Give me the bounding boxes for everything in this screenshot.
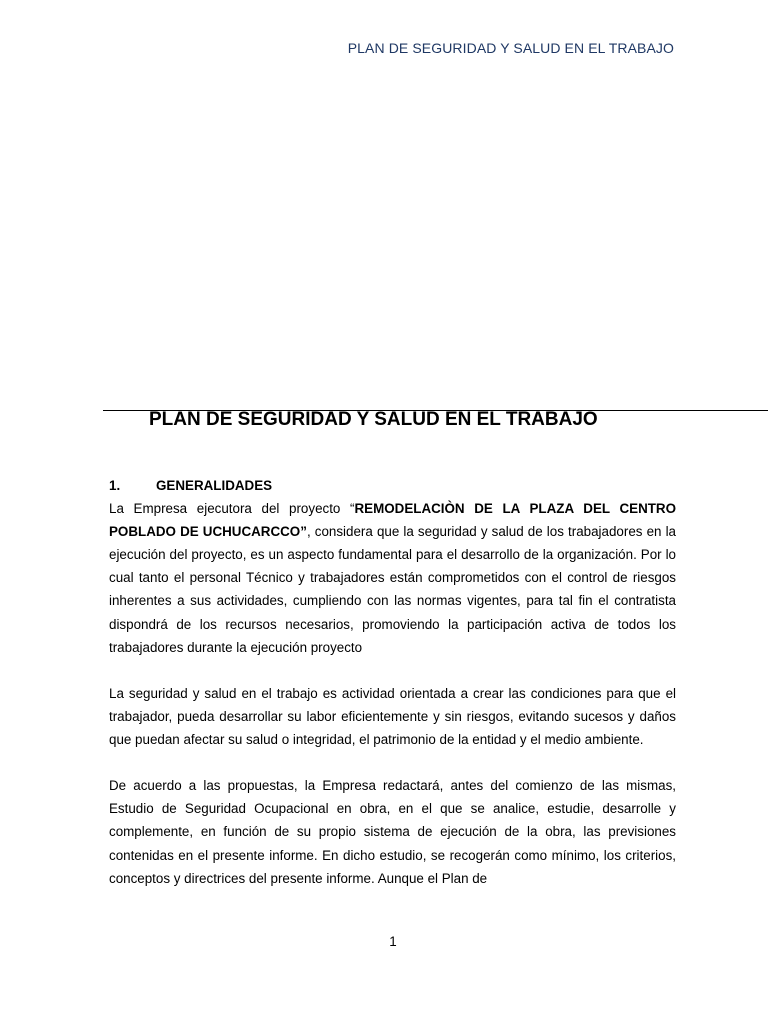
running-header: PLAN DE SEGURIDAD Y SALUD EN EL TRABAJO [347,40,674,56]
paragraph-generalidades [109,497,676,659]
paragraph-rest: , considera que la seguridad y salud de los trabajadores en la ejecución del proyecto, es un aspecto fundamental para el desarrollo de la organización. Por lo cual tanto el personal Técnico y trabajadores están comprometidos con el control de riesgos inherentes a sus actividades, cumpliendo con las normas vigentes, para tal fin el contratista dispondrá de los recursos necesarios, promoviendo la participación activa de todos los trabajadores durante la ejecución proyecto [109,524,677,655]
paragraph-estudio: De acuerdo a las propuestas, la Empresa redactará, antes del comienzo de las mismas, Estudio de Seguridad Ocupacional en obra, en el que se analice, estudie, desarrolle y complemente, en función de su propio sistema de ejecución de la obra, las previsiones contenidas en el presente informe. En dicho estudio, se recogerán como mínimo, los criterios, conceptos y directrices del presente informe. Aunque el Plan de [109,778,676,886]
section-title: GENERALIDADES [156,478,273,493]
project-name: REMODELACIÒN DE LA PLAZA DEL CENTRO POBLADO DE UCHUCARCCO” [109,501,676,540]
paragraph-definicion: La seguridad y salud en el trabajo es actividad orientada a crear las condiciones para que el trabajador, pueda desarrollar su labor eficientemente y sin riesgos, evitando sucesos y daños que puedan afectar su salud o integridad, el patrimonio de la entidad y el medio ambiente. [109,685,676,748]
document-title: PLAN DE SEGURIDAD Y SALUD EN EL TRABAJO [149,409,598,430]
section-number: 1. [109,478,121,493]
paragraph-lead: La Empresa ejecutora del proyecto “ [109,501,355,517]
page-number: 1 [389,934,397,949]
document-body [109,474,676,890]
section-heading [109,474,676,497]
